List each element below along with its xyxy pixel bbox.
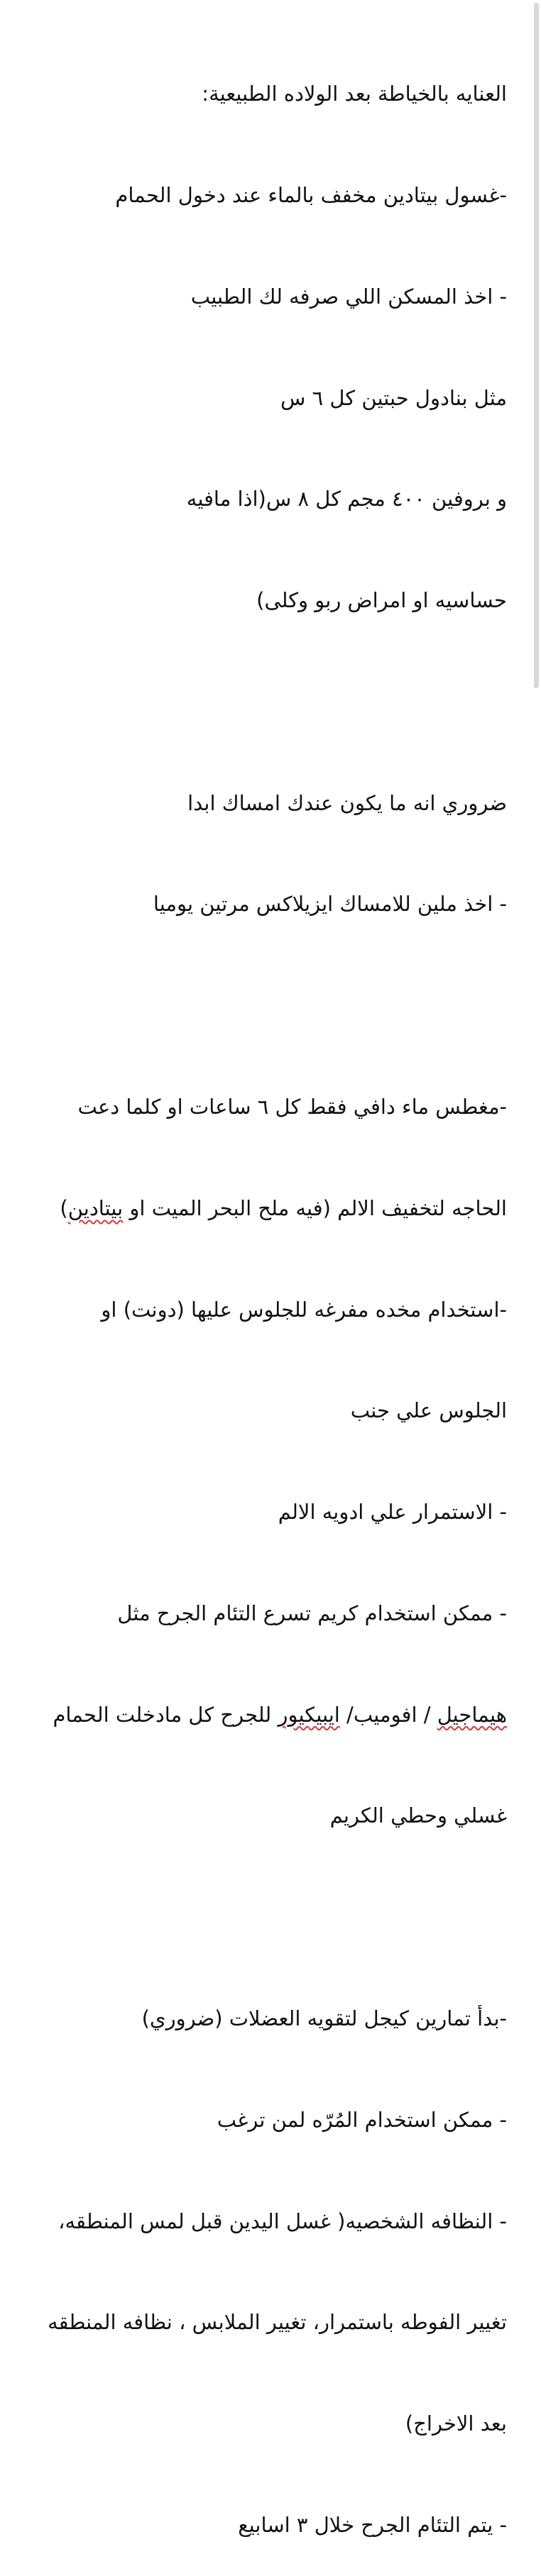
note-blank-line: [24, 685, 507, 719]
note-line: ضروري انه ما يكون عندك امساك ابدا: [187, 790, 507, 815]
note-text: / افوميب/: [339, 1702, 437, 1727]
note-line: بعد الاخراج): [405, 2411, 507, 2436]
note-line: - النظافه الشخصيه( غسل اليدين قبل لمس المنطقه،: [58, 2209, 507, 2233]
note-line: -مغطس ماء دافي فقط كل ٦ ساعات او كلما دعت: [77, 1095, 507, 1119]
note-line: مثل بنادول حبتين كل ٦ س: [280, 385, 507, 410]
note-line: حساسيه او امراض ربو وكلى): [256, 588, 507, 613]
note-line: - يتم التئام الجرح خلال ٣ اسابيع: [238, 2512, 507, 2537]
note-line-spellcheck: [24, 1698, 507, 1732]
note-line: - ممكن استخدام كريم تسرع التئام الجرح مثل: [117, 1601, 507, 1625]
note-line: -استخدام مخده مفرغه للجلوس عليها (دونت) او: [101, 1297, 507, 1322]
scrollbar-thumb[interactable]: [534, 3, 539, 688]
note-line: تغيير الفوطه باستمرار، تغيير الملابس ، نظافه المنطقه: [48, 2310, 507, 2335]
note-line: - اخذ المسكن اللي صرفه لك الطبيب: [190, 284, 507, 309]
misspelled-word[interactable]: ايبيكيور: [278, 1702, 340, 1727]
misspelled-word[interactable]: بيتادين: [67, 1195, 124, 1220]
note-line: - الاستمرار علي ادويه الالم: [278, 1500, 507, 1525]
note-line: - ممكن استخدام المُرّه لمن ترغب: [217, 2107, 507, 2132]
note-line: غسلي وحطي الكريم: [329, 1803, 507, 1828]
note-line: و بروفين ٤٠٠ مجم كل ٨ س(اذا مافيه: [186, 487, 507, 512]
note-line-spellcheck: [24, 1192, 507, 1226]
vertical-scrollbar[interactable]: [531, 0, 541, 851]
note-line: -بدأ تمارين كيجل لتقويه العضلات (ضروري): [141, 2006, 507, 2031]
note-blank-line: [24, 1901, 507, 1935]
note-text: الحاجه لتخفيف الالم (فيه ملح البحر الميت او: [123, 1195, 507, 1220]
note-blank-line: [24, 989, 507, 1023]
note-line: - اخذ ملين للامساك ايزيلاكس مرتين يوميا: [153, 892, 507, 917]
note-line: الجلوس علي جنب: [350, 1398, 507, 1423]
note-text: للجرح كل مادخلت الحمام: [53, 1702, 278, 1727]
note-text: ): [60, 1195, 68, 1220]
note-body[interactable]: [24, 10, 507, 2576]
note-line: -غسول بيتادين مخفف بالماء عند دخول الحمام: [115, 182, 507, 207]
note-line-title: العنايه بالخياطة بعد الولاده الطبيعية:: [202, 82, 507, 106]
misspelled-word[interactable]: هيماجيل: [437, 1702, 507, 1727]
